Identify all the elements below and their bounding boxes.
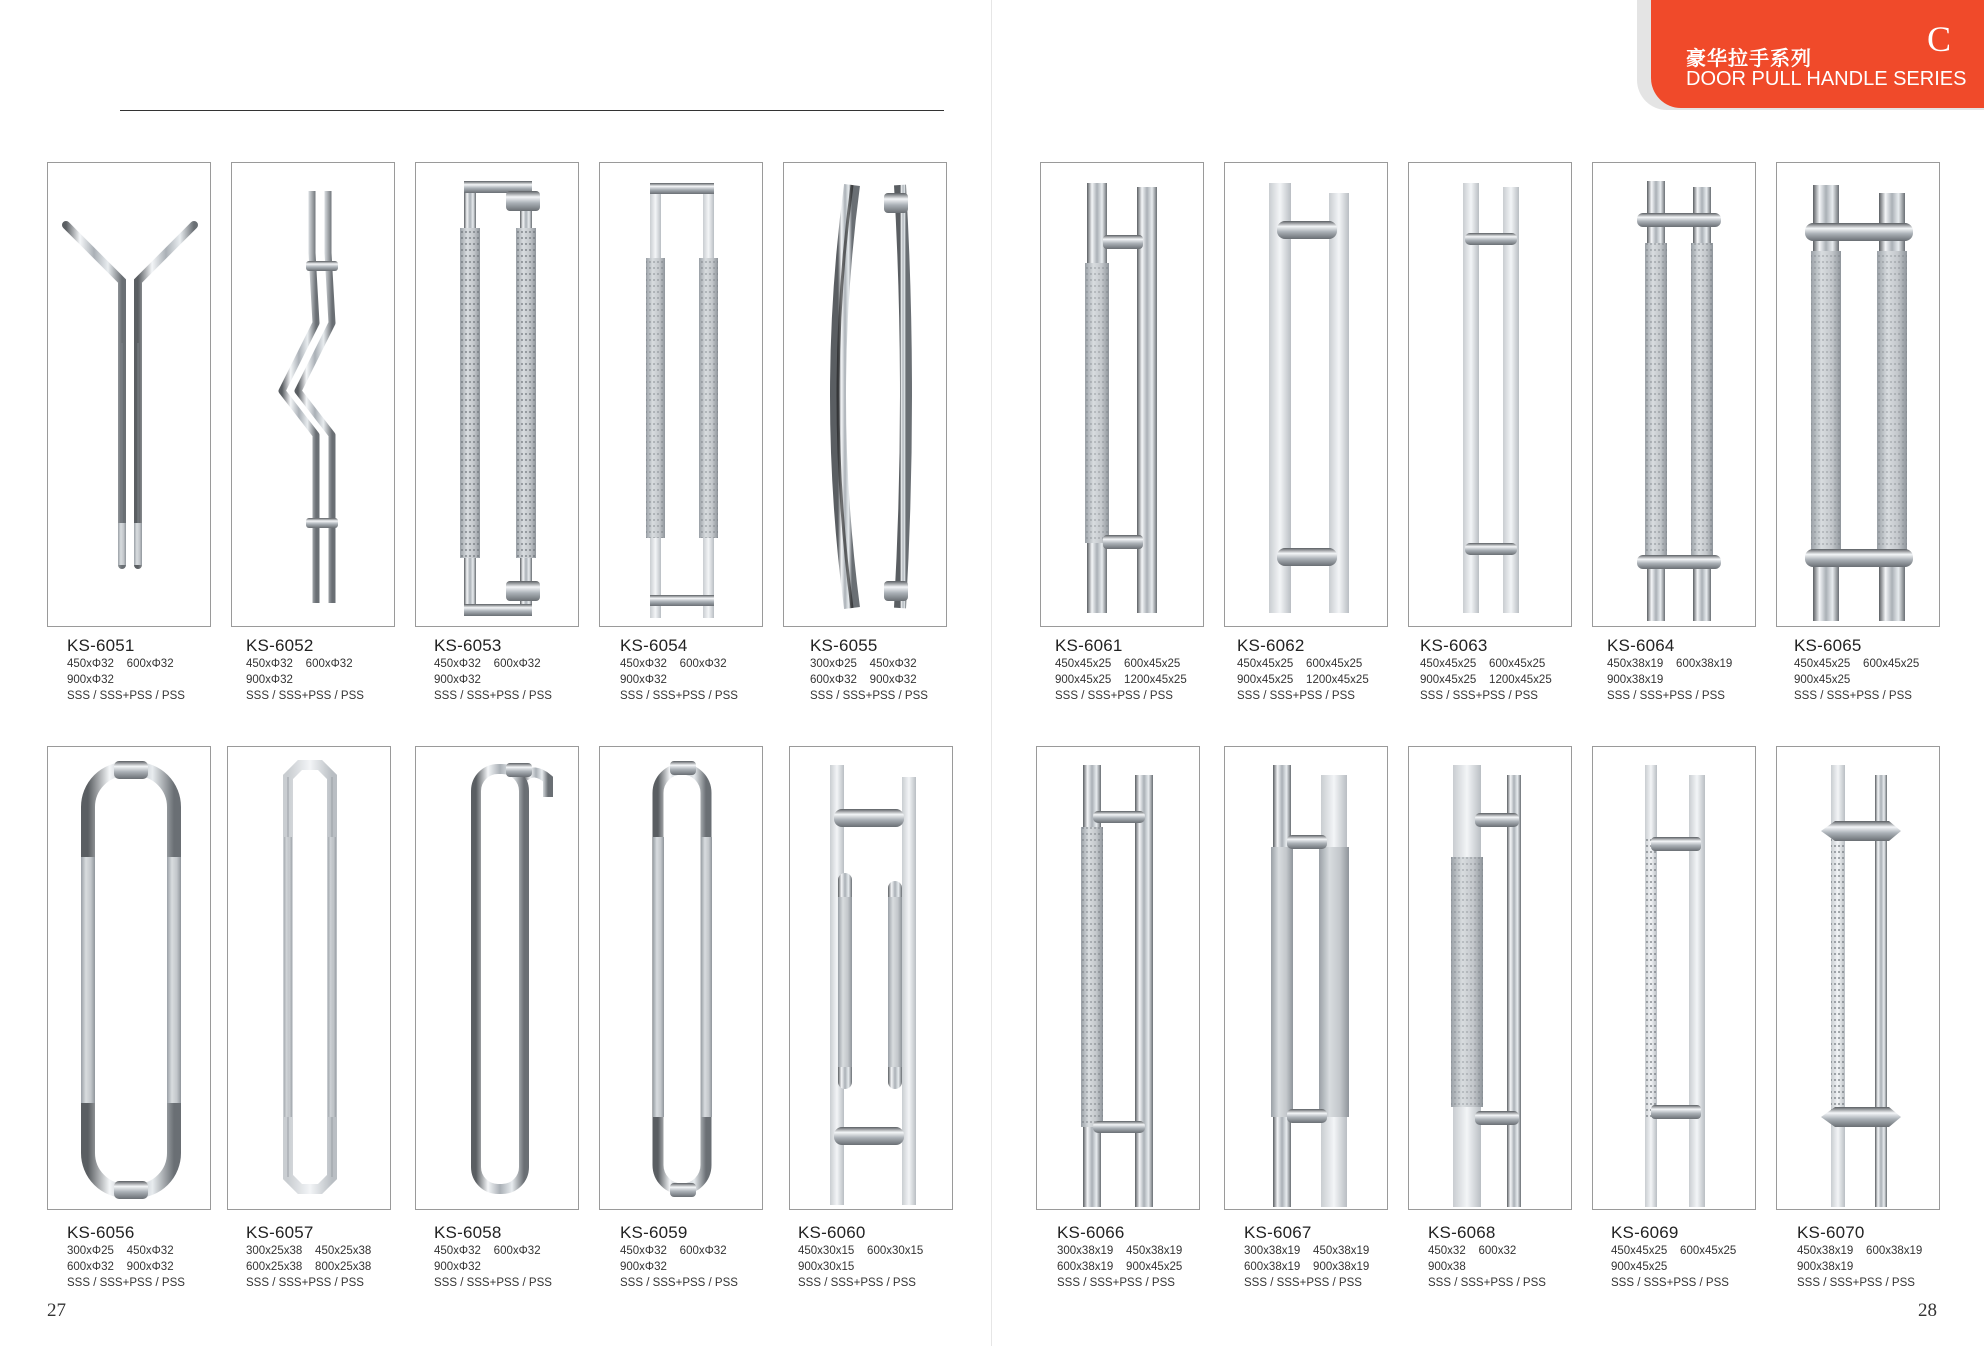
product-materials: SSS / SSS+PSS / PSS: [620, 690, 738, 702]
product-image-ks-6063[interactable]: [1408, 162, 1572, 627]
product-materials: SSS / SSS+PSS / PSS: [798, 1277, 916, 1289]
product-spec-line: 450xΦ32 600xΦ32: [434, 658, 541, 670]
product-image-ks-6070[interactable]: [1776, 746, 1940, 1210]
product-spec-line: 450xΦ32 600xΦ32: [434, 1245, 541, 1257]
product-caption-ks-6068: [1428, 1223, 1578, 1291]
product-model: KS-6070: [1797, 1223, 1865, 1242]
product-image-ks-6068[interactable]: [1408, 746, 1572, 1210]
product-spec-line: 300x38x19 450x38x19: [1244, 1245, 1370, 1257]
product-materials: SSS / SSS+PSS / PSS: [67, 690, 185, 702]
product-model: KS-6058: [434, 1223, 502, 1242]
product-caption-ks-6053: [434, 636, 584, 704]
product-spec-line: 450x38x19 600x38x19: [1797, 1245, 1923, 1257]
banner-section-letter: C: [1927, 19, 1952, 59]
product-materials: SSS / SSS+PSS / PSS: [810, 690, 928, 702]
product-spec-line: 300x25x38 450x25x38: [246, 1245, 372, 1257]
product-image-ks-6066[interactable]: [1036, 746, 1200, 1210]
product-spec-line: 450x38x19 600x38x19: [1607, 658, 1733, 670]
product-spec-line: 300xΦ25 450xΦ32: [810, 658, 917, 670]
series-banner: [1637, 0, 1984, 110]
product-materials: SSS / SSS+PSS / PSS: [1420, 690, 1538, 702]
product-image-ks-6065[interactable]: [1776, 162, 1940, 627]
product-model: KS-6051: [67, 636, 135, 655]
product-caption-ks-6069: [1611, 1223, 1761, 1291]
product-materials: SSS / SSS+PSS / PSS: [1794, 690, 1912, 702]
product-model: KS-6061: [1055, 636, 1123, 655]
product-spec-line: 450x45x25 600x45x25: [1611, 1245, 1737, 1257]
product-image-ks-6067[interactable]: [1224, 746, 1388, 1210]
product-spec-line: 450x45x25 600x45x25: [1237, 658, 1363, 670]
product-spec-line: 900x30x15: [798, 1261, 855, 1273]
product-spec-line: 900xΦ32: [620, 1261, 667, 1273]
product-materials: SSS / SSS+PSS / PSS: [1055, 690, 1173, 702]
product-image-ks-6053[interactable]: [415, 162, 579, 627]
product-image-ks-6059[interactable]: [599, 746, 763, 1210]
page-spine: [991, 0, 992, 1346]
product-spec-line: 600x25x38 800x25x38: [246, 1261, 372, 1273]
product-image-ks-6061[interactable]: [1040, 162, 1204, 627]
product-caption-ks-6064: [1607, 636, 1757, 704]
product-spec-line: 450xΦ32 600xΦ32: [67, 658, 174, 670]
product-model: KS-6052: [246, 636, 314, 655]
product-spec-line: 900xΦ32: [434, 674, 481, 686]
product-model: KS-6066: [1057, 1223, 1125, 1242]
product-spec-line: 600x38x19 900x45x25: [1057, 1261, 1183, 1273]
product-materials: SSS / SSS+PSS / PSS: [1428, 1277, 1546, 1289]
product-spec-line: 900xΦ32: [246, 674, 293, 686]
product-caption-ks-6063: [1420, 636, 1570, 704]
product-caption-ks-6059: [620, 1223, 770, 1291]
header-rule: [120, 110, 944, 111]
product-spec-line: 900xΦ32: [434, 1261, 481, 1273]
product-spec-line: 900x38x19: [1797, 1261, 1854, 1273]
product-caption-ks-6067: [1244, 1223, 1394, 1291]
product-spec-line: 600xΦ32 900xΦ32: [810, 674, 917, 686]
product-model: KS-6064: [1607, 636, 1675, 655]
product-spec-line: 900xΦ32: [620, 674, 667, 686]
page-number-right: 28: [1918, 1300, 1937, 1321]
product-model: KS-6055: [810, 636, 878, 655]
product-spec-line: 450x45x25 600x45x25: [1794, 658, 1920, 670]
product-model: KS-6059: [620, 1223, 688, 1242]
product-caption-ks-6052: [246, 636, 396, 704]
product-image-ks-6062[interactable]: [1224, 162, 1388, 627]
product-model: KS-6060: [798, 1223, 866, 1242]
product-caption-ks-6051: [67, 636, 217, 704]
product-spec-line: 900x45x25 1200x45x25: [1055, 674, 1187, 686]
banner-title-en: DOOR PULL HANDLE SERIES: [1686, 68, 1967, 90]
product-spec-line: 900x38x19: [1607, 674, 1664, 686]
product-spec-line: 600xΦ32 900xΦ32: [67, 1261, 174, 1273]
product-model: KS-6062: [1237, 636, 1305, 655]
product-spec-line: 300xΦ25 450xΦ32: [67, 1245, 174, 1257]
product-image-ks-6060[interactable]: [789, 746, 953, 1210]
product-caption-ks-6054: [620, 636, 770, 704]
product-materials: SSS / SSS+PSS / PSS: [434, 1277, 552, 1289]
product-spec-line: 900xΦ32: [67, 674, 114, 686]
banner-title-cn: 豪华拉手系列: [1686, 46, 1812, 70]
product-materials: SSS / SSS+PSS / PSS: [620, 1277, 738, 1289]
product-spec-line: 900x45x25 1200x45x25: [1237, 674, 1369, 686]
product-model: KS-6067: [1244, 1223, 1312, 1242]
product-spec-line: 450xΦ32 600xΦ32: [246, 658, 353, 670]
product-model: KS-6057: [246, 1223, 314, 1242]
product-caption-ks-6066: [1057, 1223, 1207, 1291]
product-spec-line: 450x45x25 600x45x25: [1420, 658, 1546, 670]
product-caption-ks-6060: [798, 1223, 948, 1291]
product-model: KS-6068: [1428, 1223, 1496, 1242]
product-image-ks-6064[interactable]: [1592, 162, 1756, 627]
product-spec-line: 450xΦ32 600xΦ32: [620, 1245, 727, 1257]
product-spec-line: 900x45x25 1200x45x25: [1420, 674, 1552, 686]
product-materials: SSS / SSS+PSS / PSS: [1607, 690, 1725, 702]
product-caption-ks-6055: [810, 636, 960, 704]
product-model: KS-6065: [1794, 636, 1862, 655]
product-materials: SSS / SSS+PSS / PSS: [67, 1277, 185, 1289]
product-materials: SSS / SSS+PSS / PSS: [246, 1277, 364, 1289]
product-model: KS-6053: [434, 636, 502, 655]
product-image-ks-6056[interactable]: [47, 746, 211, 1210]
product-caption-ks-6057: [246, 1223, 396, 1291]
product-image-ks-6055[interactable]: [783, 162, 947, 627]
product-image-ks-6051[interactable]: [47, 162, 211, 627]
product-materials: SSS / SSS+PSS / PSS: [1244, 1277, 1362, 1289]
product-image-ks-6057[interactable]: [227, 746, 391, 1210]
product-spec-line: 900x45x25: [1794, 674, 1851, 686]
product-image-ks-6069[interactable]: [1592, 746, 1756, 1210]
product-image-ks-6052[interactable]: [231, 162, 395, 627]
product-caption-ks-6061: [1055, 636, 1205, 704]
page-number-left: 27: [47, 1300, 66, 1321]
product-caption-ks-6070: [1797, 1223, 1947, 1291]
product-caption-ks-6062: [1237, 636, 1387, 704]
product-spec-line: 450x32 600x32: [1428, 1245, 1517, 1257]
product-materials: SSS / SSS+PSS / PSS: [434, 690, 552, 702]
product-spec-line: 450xΦ32 600xΦ32: [620, 658, 727, 670]
product-spec-line: 450x30x15 600x30x15: [798, 1245, 924, 1257]
product-image-ks-6054[interactable]: [599, 162, 763, 627]
product-spec-line: 450x45x25 600x45x25: [1055, 658, 1181, 670]
product-spec-line: 300x38x19 450x38x19: [1057, 1245, 1183, 1257]
product-materials: SSS / SSS+PSS / PSS: [1797, 1277, 1915, 1289]
product-spec-line: 600x38x19 900x38x19: [1244, 1261, 1370, 1273]
product-materials: SSS / SSS+PSS / PSS: [1237, 690, 1355, 702]
product-model: KS-6056: [67, 1223, 135, 1242]
product-caption-ks-6065: [1794, 636, 1944, 704]
product-model: KS-6069: [1611, 1223, 1679, 1242]
product-model: KS-6054: [620, 636, 688, 655]
product-materials: SSS / SSS+PSS / PSS: [1057, 1277, 1175, 1289]
product-model: KS-6063: [1420, 636, 1488, 655]
product-image-ks-6058[interactable]: [415, 746, 579, 1210]
product-materials: SSS / SSS+PSS / PSS: [246, 690, 364, 702]
product-spec-line: 900x45x25: [1611, 1261, 1668, 1273]
product-caption-ks-6058: [434, 1223, 584, 1291]
product-spec-line: 900x38: [1428, 1261, 1466, 1273]
product-materials: SSS / SSS+PSS / PSS: [1611, 1277, 1729, 1289]
product-caption-ks-6056: [67, 1223, 217, 1291]
